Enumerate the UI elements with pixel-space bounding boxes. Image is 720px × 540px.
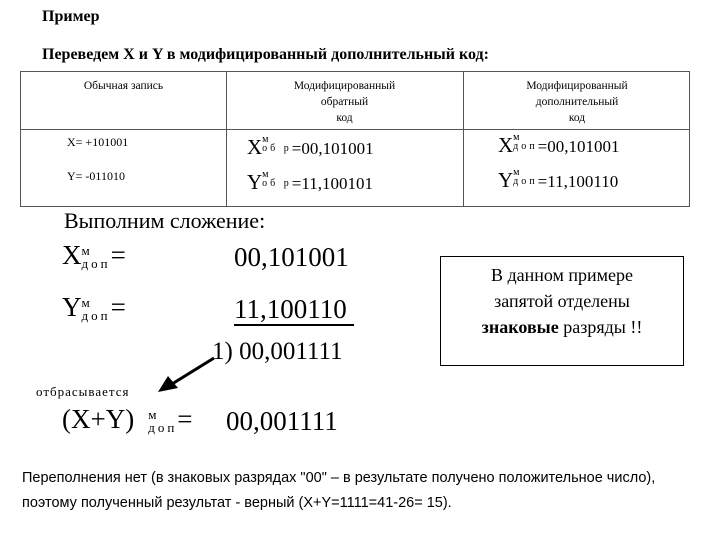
sum-underline (234, 324, 354, 326)
discard-arrow-icon (150, 352, 220, 394)
row-y-plain: Y= -011010 (67, 169, 125, 183)
note-box (440, 256, 684, 366)
note-line-2: запятой отделены (494, 291, 630, 311)
conversion-table (20, 71, 690, 207)
result-value: 00,001111 (226, 406, 338, 436)
row-x-reverse: X м об р =00,101001 (247, 134, 374, 159)
note-line-1: В данном примере (490, 265, 634, 285)
example-heading: Пример (42, 8, 100, 25)
result-label: (X+Y) м доп = (62, 404, 193, 435)
header-reverse-code: Модифицированный обратный код (293, 80, 396, 124)
conclusion-text: Переполнения нет (в знаковых разрядах "00" – в результате получено положительное число), поэтому полученный результат - верный (X+Y=1111=41-26= 15). (22, 470, 656, 511)
note-line-3: знаковые разряды !! (481, 317, 643, 337)
discard-label: отбрасывается (36, 384, 130, 399)
row-y-additional: Y м доп =11,100110 (498, 167, 619, 192)
x-additional-value: 00,101001 (234, 242, 349, 272)
subtitle: Переведем X и Y в модифицированный дополнительный код: (42, 46, 489, 63)
row-x-additional: X м доп =00,101001 (498, 132, 620, 157)
row-y-reverse: Y м об р =11,100101 (247, 169, 373, 194)
y-additional-label: Y м доп = (62, 292, 126, 323)
header-plain: Обычная запись (83, 80, 164, 92)
x-additional-label: X м доп = (62, 240, 126, 271)
note-bold-word: знаковые (481, 317, 559, 337)
row-x-plain: X= +101001 (67, 135, 129, 149)
addition-title: Выполним сложение: (64, 208, 266, 233)
y-additional-value: 11,100110 (234, 294, 347, 324)
sum-line: 1) 00,001111 (212, 338, 343, 365)
header-additional-code: Модифицированный дополнительный код (526, 80, 628, 124)
